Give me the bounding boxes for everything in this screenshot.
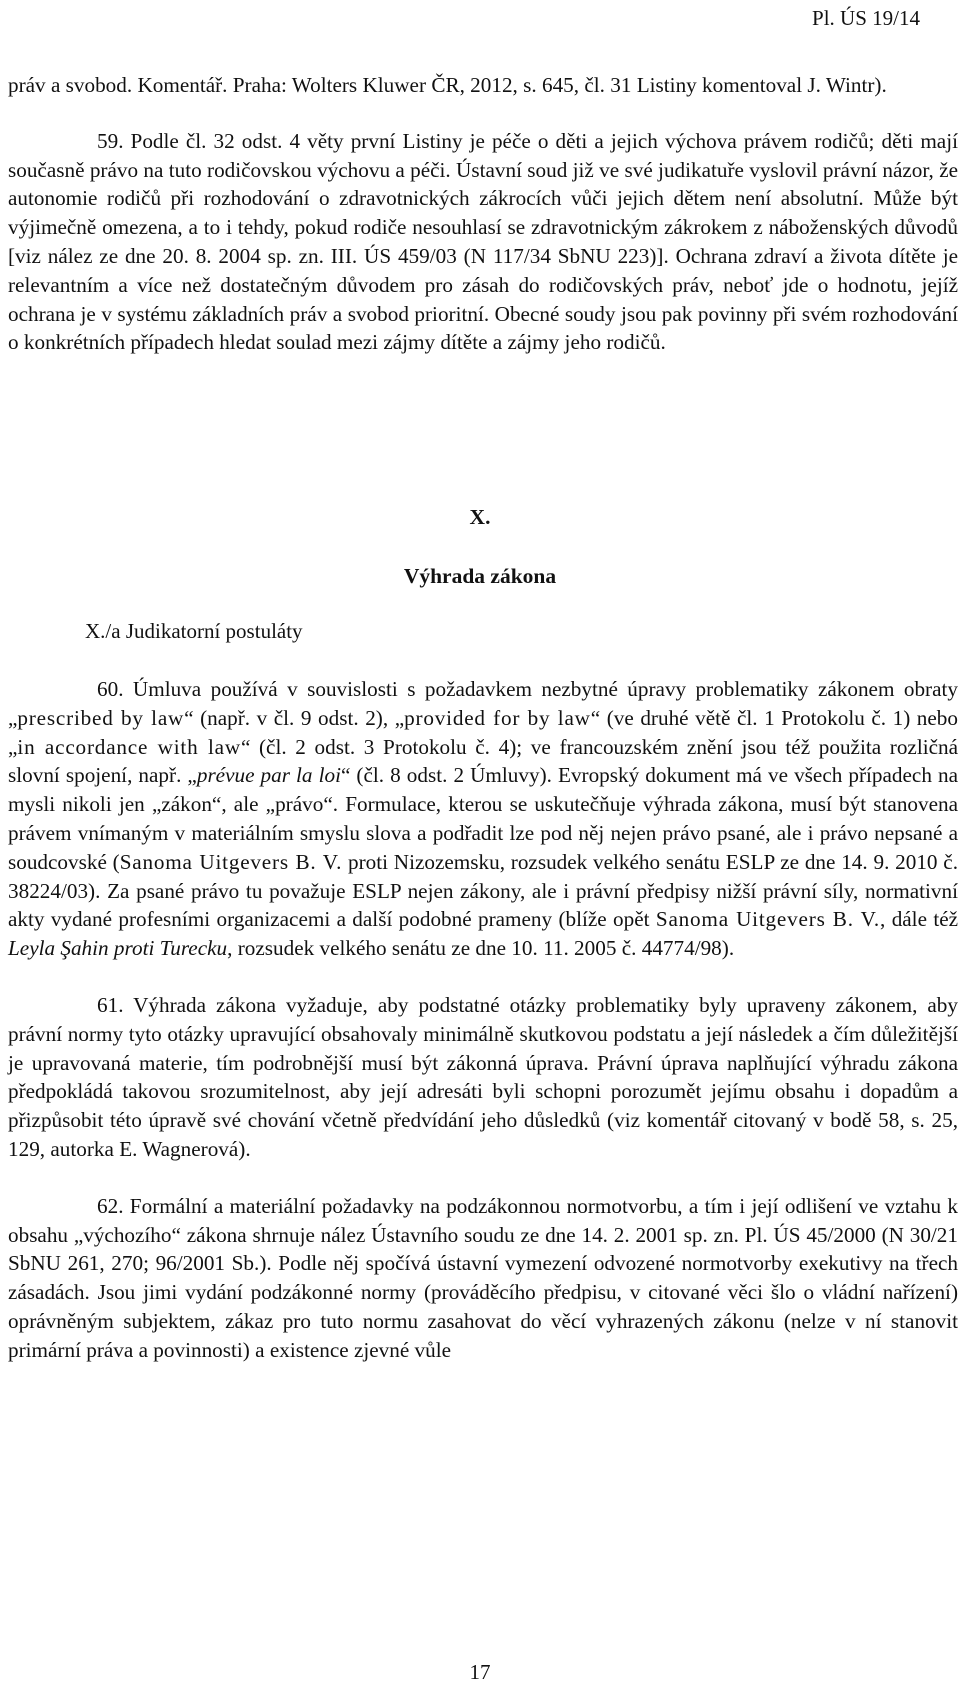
document-body-lower (8, 675, 958, 1365)
section-number: X. (469, 505, 491, 529)
text-run: Leyla Şahin proti Turecku (8, 936, 228, 961)
text-run: proti Nizozemsku, rozsudek velkého senátu ESLP ze dne 14. 9. 2010 č. 38224/03). Za psané právo tu považuje ESLP nejen zákony, ale i právní předpisy nižší právní síly, normativní akty vydané profesními organizacemi a další podobné prameny (blíže opět (8, 849, 959, 932)
text-run: “ (např. v čl. 9 odst. 2), „ (184, 705, 405, 730)
text-run: provided for by law (404, 705, 591, 730)
document-body (8, 71, 958, 357)
text-run: , rozsudek velkého senátu ze dne 10. 11. 2005 č. 44774/98). (227, 936, 735, 961)
text-run: “ (ve druhé větě čl. 1 Protokolu č. 1) nebo „ (8, 705, 958, 759)
text-run: Sanoma Uitgevers B. V. (655, 907, 881, 932)
paragraph-58-continuation: práv a svobod. Komentář. Praha: Wolters Kluwer ČR, 2012, s. 645, čl. 31 Listiny komentoval J. Wintr). (8, 73, 887, 97)
case-reference: Pl. ÚS 19/14 (812, 6, 920, 30)
text-run: “ (čl. 8 odst. 2 Úmluvy). Evropský dokument má ve všech případech na mysli nikoli jen „zákon“, ale „právo“. Formulace, kterou se uskutečňuje výhrada zákona, musí být stanovena právem vnímaným v materiálním smyslu slova a podřadit lze pod něj nejen právo psané, ale i právo nepsané a soudcovské ( (8, 763, 958, 874)
text-run: prévue par la loi (196, 763, 341, 788)
section-title: Výhrada zákona (403, 564, 557, 588)
text-run: 60. Úmluva používá v souvislosti s požadavkem nezbytné úpravy problematiky zákonem obraty „ (8, 677, 958, 730)
text-run: “ (čl. 2 odst. 3 Protokolu č. 4); ve francouzském znění jsou též použita rozličná slovní spojení, např. „ (8, 734, 958, 788)
text-run: , dále též (880, 907, 959, 932)
text-run: in accordance with law (17, 734, 241, 759)
page-number: 17 (469, 1660, 491, 1684)
text-run: prescribed by law (17, 705, 185, 730)
text-run: Sanoma Uitgevers B. V. (119, 849, 343, 874)
paragraph-62: 62. Formální a materiální požadavky na podzákonnou normotvorbu, a tím i její odlišení ve vztahu k obsahu „výchozího“ zákona shrnuje nález Ústavního soudu ze dne 14. 2. 2001 sp. zn. Pl. ÚS 45/2000 (N 30/21 SbNU 261, 270; 96/2001 Sb.). Podle něj spočívá ústavní vymezení odvozené normotvorby exekutivy na třech zásadách. Jsou jimi vydání podzákonné normy (prováděcího předpisu, v citované věci šlo o vládní nařízení) oprávněným subjektem, zákaz pro tuto normu zasahovat do věcí vyhrazených zákonu (nelze v ní stanovit primární práva a povinnosti) a existence zjevné vůle (8, 1193, 958, 1362)
subsection-heading: X./a Judikatorní postuláty (85, 619, 303, 643)
paragraph-61: 61. Výhrada zákona vyžaduje, aby podstatné otázky problematiky byly upraveny zákonem, aby právní normy tyto otázky upravující obsahovaly minimálně skutkovou podstatu a její následek a čím důležitější je upravovaná materie, tím podrobnější musí být zákonná úprava. Právní úprava naplňující výhradu zákona předpokládá takovou srozumitelnost, aby její adresáti byli schopni porozumět jejímu obsahu i dopadům a přizpůsobit této úpravě své chování včetně předvídání jeho důsledků (viz komentář citovaný v bodě 58, s. 25, 129, autorka E. Wagnerová). (8, 992, 958, 1161)
paragraph-59: 59. Podle čl. 32 odst. 4 věty první Listiny je péče o děti a jejich výchova právem rodičů; děti mají současně právo na tuto rodičovskou výchovu a péči. Ústavní soud již ve své judikatuře vyslovil právní názor, že autonomie rodičů při rozhodování o zdravotnických zákrocích vůči jejich dětem není absolutní. Může být výjimečně omezena, a to i tehdy, pokud rodiče nesouhlasí se zdravotnickým zákrokem z náboženských důvodů [viz nález ze dne 20. 8. 2004 sp. zn. III. ÚS 459/03 (N 117/34 SbNU 223)]. Ochrana zdraví a života dítěte je relevantním a více než dostatečným důvodem pro zásah do rodičovských práv, neboť jde o hodnotu, jejíž ochrana je v systému základních práv a svobod prioritní. Obecné soudy jsou pak povinny při svém rozhodování o konkrétních případech hledat soulad mezi zájmy dítěte a zájmy jeho rodičů. (8, 128, 958, 355)
paragraph-60 (8, 675, 958, 963)
